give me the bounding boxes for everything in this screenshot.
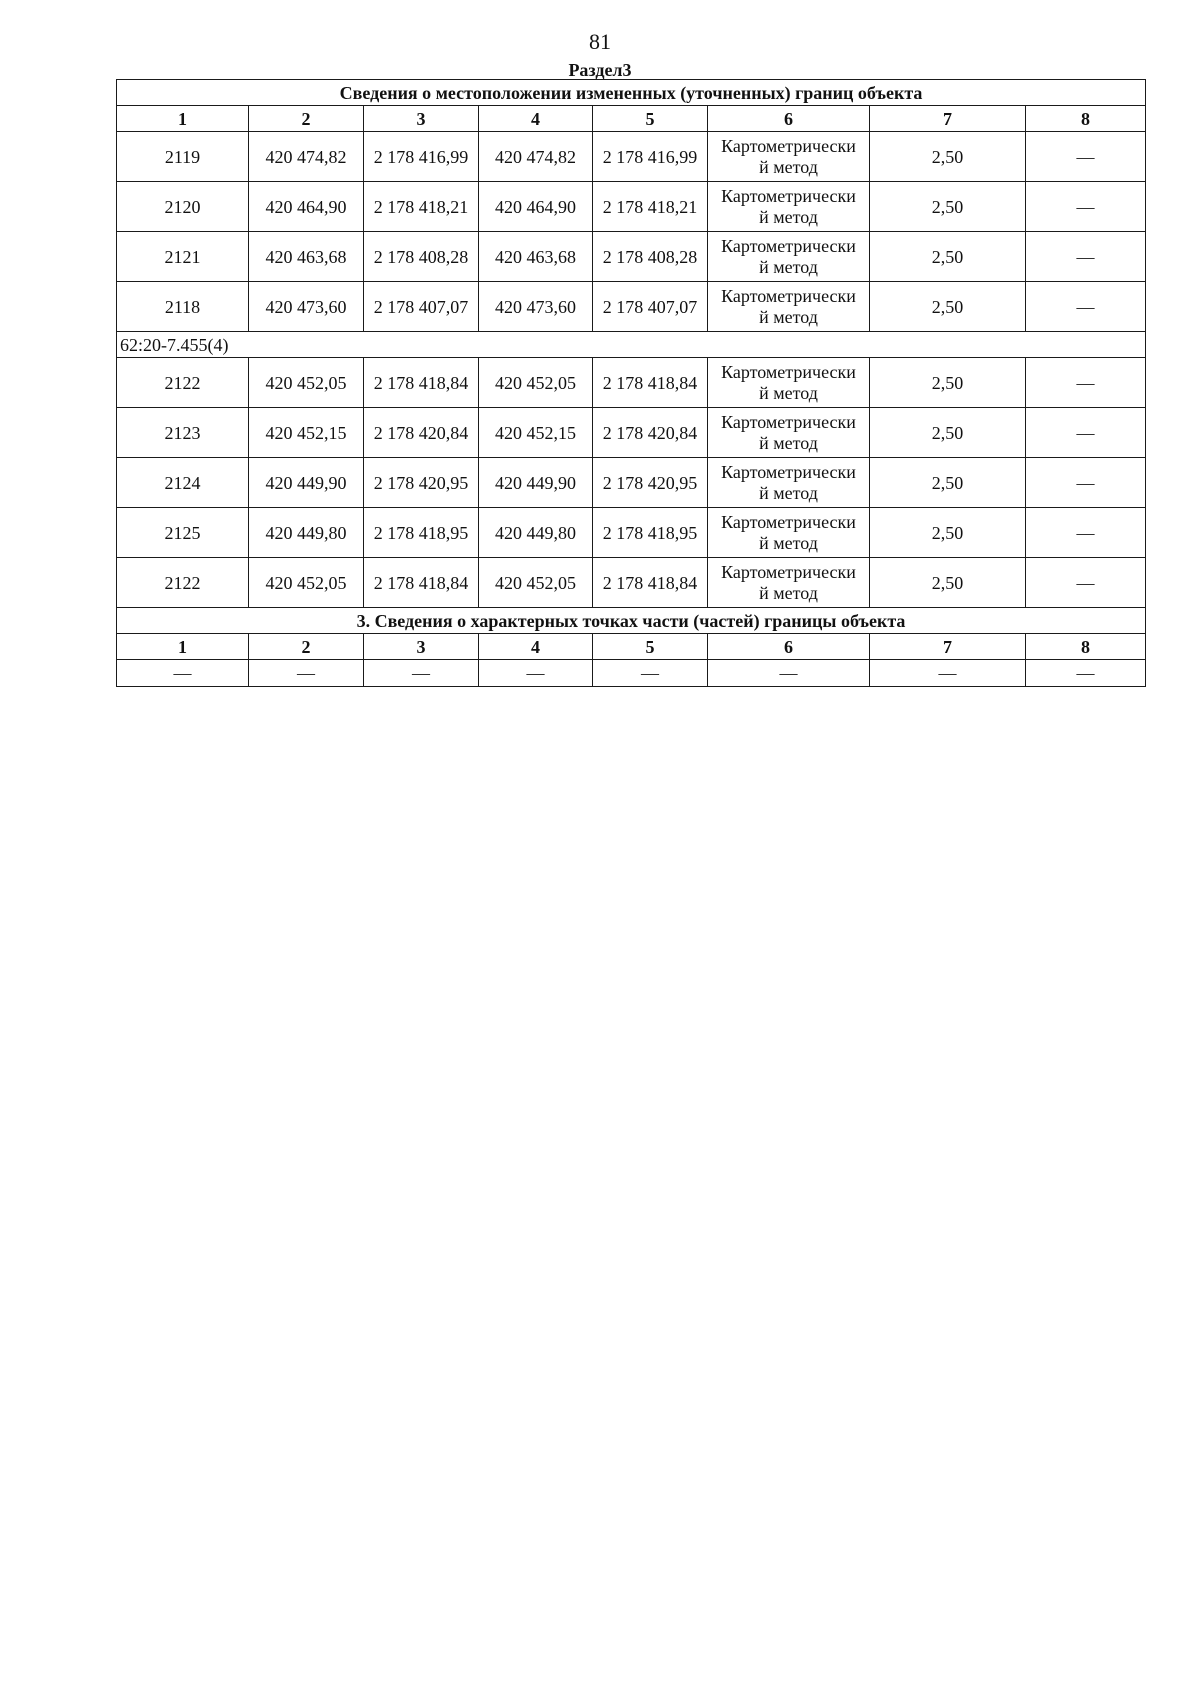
table-row bbox=[117, 508, 1146, 558]
cell-c2: 420 452,05 bbox=[249, 358, 364, 408]
cell-c8: — bbox=[1026, 358, 1146, 408]
table-row bbox=[117, 232, 1146, 282]
method-line-1: Картометрически bbox=[721, 361, 856, 382]
cell-c7: 2,50 bbox=[870, 232, 1026, 282]
cell-method bbox=[708, 132, 870, 182]
cell-c8: — bbox=[1026, 508, 1146, 558]
column-number: 5 bbox=[593, 106, 708, 132]
cell-method bbox=[708, 358, 870, 408]
empty-cell: — bbox=[1026, 660, 1146, 687]
cell-c4: 420 474,82 bbox=[479, 132, 593, 182]
column-number: 4 bbox=[479, 634, 593, 660]
cell-c7: 2,50 bbox=[870, 282, 1026, 332]
cell-c7: 2,50 bbox=[870, 132, 1026, 182]
table-row bbox=[117, 358, 1146, 408]
cell-c1: 2123 bbox=[117, 408, 249, 458]
method-line-1: Картометрически bbox=[721, 411, 856, 432]
group-row bbox=[117, 332, 1146, 358]
cell-c3: 2 178 407,07 bbox=[364, 282, 479, 332]
cell-c2: 420 449,90 bbox=[249, 458, 364, 508]
method-line-2: й метод bbox=[759, 256, 818, 277]
section-title: Раздел3 bbox=[568, 60, 632, 80]
column-number: 6 bbox=[708, 106, 870, 132]
column-number: 2 bbox=[249, 106, 364, 132]
cell-c8: — bbox=[1026, 458, 1146, 508]
cell-c3: 2 178 418,84 bbox=[364, 558, 479, 608]
empty-cell: — bbox=[593, 660, 708, 687]
cell-c7: 2,50 bbox=[870, 182, 1026, 232]
table-heading: Сведения о местоположении измененных (уточненных) границ объекта bbox=[117, 80, 1146, 106]
table-row bbox=[117, 558, 1146, 608]
cell-method bbox=[708, 232, 870, 282]
cell-c4: 420 452,05 bbox=[479, 558, 593, 608]
cell-c8: — bbox=[1026, 132, 1146, 182]
cell-method bbox=[708, 558, 870, 608]
cell-c5: 2 178 407,07 bbox=[593, 282, 708, 332]
empty-cell: — bbox=[479, 660, 593, 687]
method-line-2: й метод bbox=[759, 206, 818, 227]
cell-c5: 2 178 420,95 bbox=[593, 458, 708, 508]
cell-c1: 2122 bbox=[117, 358, 249, 408]
cell-c3: 2 178 420,95 bbox=[364, 458, 479, 508]
method-line-2: й метод bbox=[759, 482, 818, 503]
cell-c1: 2119 bbox=[117, 132, 249, 182]
cell-c3: 2 178 418,95 bbox=[364, 508, 479, 558]
column-number: 3 bbox=[364, 106, 479, 132]
cell-c7: 2,50 bbox=[870, 508, 1026, 558]
cell-c3: 2 178 408,28 bbox=[364, 232, 479, 282]
cell-c4: 420 464,90 bbox=[479, 182, 593, 232]
table-row bbox=[117, 282, 1146, 332]
cell-c7: 2,50 bbox=[870, 358, 1026, 408]
cell-method bbox=[708, 282, 870, 332]
page-number: 81 bbox=[589, 29, 611, 54]
method-line-1: Картометрически bbox=[721, 285, 856, 306]
cell-c4: 420 449,80 bbox=[479, 508, 593, 558]
cell-c2: 420 463,68 bbox=[249, 232, 364, 282]
cell-c1: 2125 bbox=[117, 508, 249, 558]
column-number: 7 bbox=[870, 634, 1026, 660]
method-line-2: й метод bbox=[759, 532, 818, 553]
cell-c5: 2 178 418,95 bbox=[593, 508, 708, 558]
cell-c2: 420 474,82 bbox=[249, 132, 364, 182]
empty-cell: — bbox=[364, 660, 479, 687]
method-line-1: Картометрически bbox=[721, 461, 856, 482]
table-row bbox=[117, 182, 1146, 232]
method-line-1: Картометрически bbox=[721, 511, 856, 532]
column-number: 3 bbox=[364, 634, 479, 660]
cell-method bbox=[708, 508, 870, 558]
column-number: 8 bbox=[1026, 106, 1146, 132]
cell-c8: — bbox=[1026, 232, 1146, 282]
cell-c8: — bbox=[1026, 182, 1146, 232]
empty-cell: — bbox=[870, 660, 1026, 687]
method-line-2: й метод bbox=[759, 382, 818, 403]
cell-c1: 2122 bbox=[117, 558, 249, 608]
column-number: 8 bbox=[1026, 634, 1146, 660]
cell-c5: 2 178 418,21 bbox=[593, 182, 708, 232]
cell-c4: 420 473,60 bbox=[479, 282, 593, 332]
method-line-1: Картометрически bbox=[721, 561, 856, 582]
cell-c2: 420 452,05 bbox=[249, 558, 364, 608]
cell-c8: — bbox=[1026, 282, 1146, 332]
method-line-2: й метод bbox=[759, 156, 818, 177]
cell-c7: 2,50 bbox=[870, 558, 1026, 608]
empty-cell: — bbox=[117, 660, 249, 687]
cell-c1: 2121 bbox=[117, 232, 249, 282]
column-number: 6 bbox=[708, 634, 870, 660]
cell-c4: 420 449,90 bbox=[479, 458, 593, 508]
cell-method bbox=[708, 408, 870, 458]
column-number: 1 bbox=[117, 106, 249, 132]
method-line-2: й метод bbox=[759, 432, 818, 453]
empty-cell: — bbox=[708, 660, 870, 687]
cell-c8: — bbox=[1026, 408, 1146, 458]
cell-c5: 2 178 408,28 bbox=[593, 232, 708, 282]
parts-heading-row bbox=[117, 608, 1146, 634]
parts-heading: 3. Сведения о характерных точках части (частей) границы объекта bbox=[117, 608, 1146, 634]
cell-c4: 420 463,68 bbox=[479, 232, 593, 282]
group-label: 62:20-7.455(4) bbox=[117, 332, 1146, 358]
cell-c2: 420 473,60 bbox=[249, 282, 364, 332]
cell-c4: 420 452,15 bbox=[479, 408, 593, 458]
cell-c1: 2120 bbox=[117, 182, 249, 232]
column-number: 7 bbox=[870, 106, 1026, 132]
cell-method bbox=[708, 182, 870, 232]
cell-c3: 2 178 416,99 bbox=[364, 132, 479, 182]
cell-c8: — bbox=[1026, 558, 1146, 608]
column-number-row bbox=[117, 634, 1146, 660]
column-number: 4 bbox=[479, 106, 593, 132]
cell-c5: 2 178 416,99 bbox=[593, 132, 708, 182]
column-number: 5 bbox=[593, 634, 708, 660]
table-row bbox=[117, 132, 1146, 182]
table-row bbox=[117, 408, 1146, 458]
empty-cell: — bbox=[249, 660, 364, 687]
method-line-1: Картометрически bbox=[721, 185, 856, 206]
cell-c3: 2 178 418,21 bbox=[364, 182, 479, 232]
cell-c7: 2,50 bbox=[870, 458, 1026, 508]
cell-c3: 2 178 420,84 bbox=[364, 408, 479, 458]
cell-c1: 2124 bbox=[117, 458, 249, 508]
column-number-row bbox=[117, 106, 1146, 132]
cell-c5: 2 178 418,84 bbox=[593, 558, 708, 608]
column-number: 2 bbox=[249, 634, 364, 660]
method-line-2: й метод bbox=[759, 306, 818, 327]
cell-c2: 420 452,15 bbox=[249, 408, 364, 458]
empty-row bbox=[117, 660, 1146, 687]
cell-c3: 2 178 418,84 bbox=[364, 358, 479, 408]
method-line-1: Картометрически bbox=[721, 235, 856, 256]
cell-c7: 2,50 bbox=[870, 408, 1026, 458]
cell-c2: 420 464,90 bbox=[249, 182, 364, 232]
cell-c5: 2 178 420,84 bbox=[593, 408, 708, 458]
column-number: 1 bbox=[117, 634, 249, 660]
cell-c5: 2 178 418,84 bbox=[593, 358, 708, 408]
boundary-table bbox=[116, 79, 1146, 687]
method-line-2: й метод bbox=[759, 582, 818, 603]
cell-c4: 420 452,05 bbox=[479, 358, 593, 408]
cell-c2: 420 449,80 bbox=[249, 508, 364, 558]
table-row bbox=[117, 458, 1146, 508]
cell-method bbox=[708, 458, 870, 508]
cell-c1: 2118 bbox=[117, 282, 249, 332]
method-line-1: Картометрически bbox=[721, 135, 856, 156]
